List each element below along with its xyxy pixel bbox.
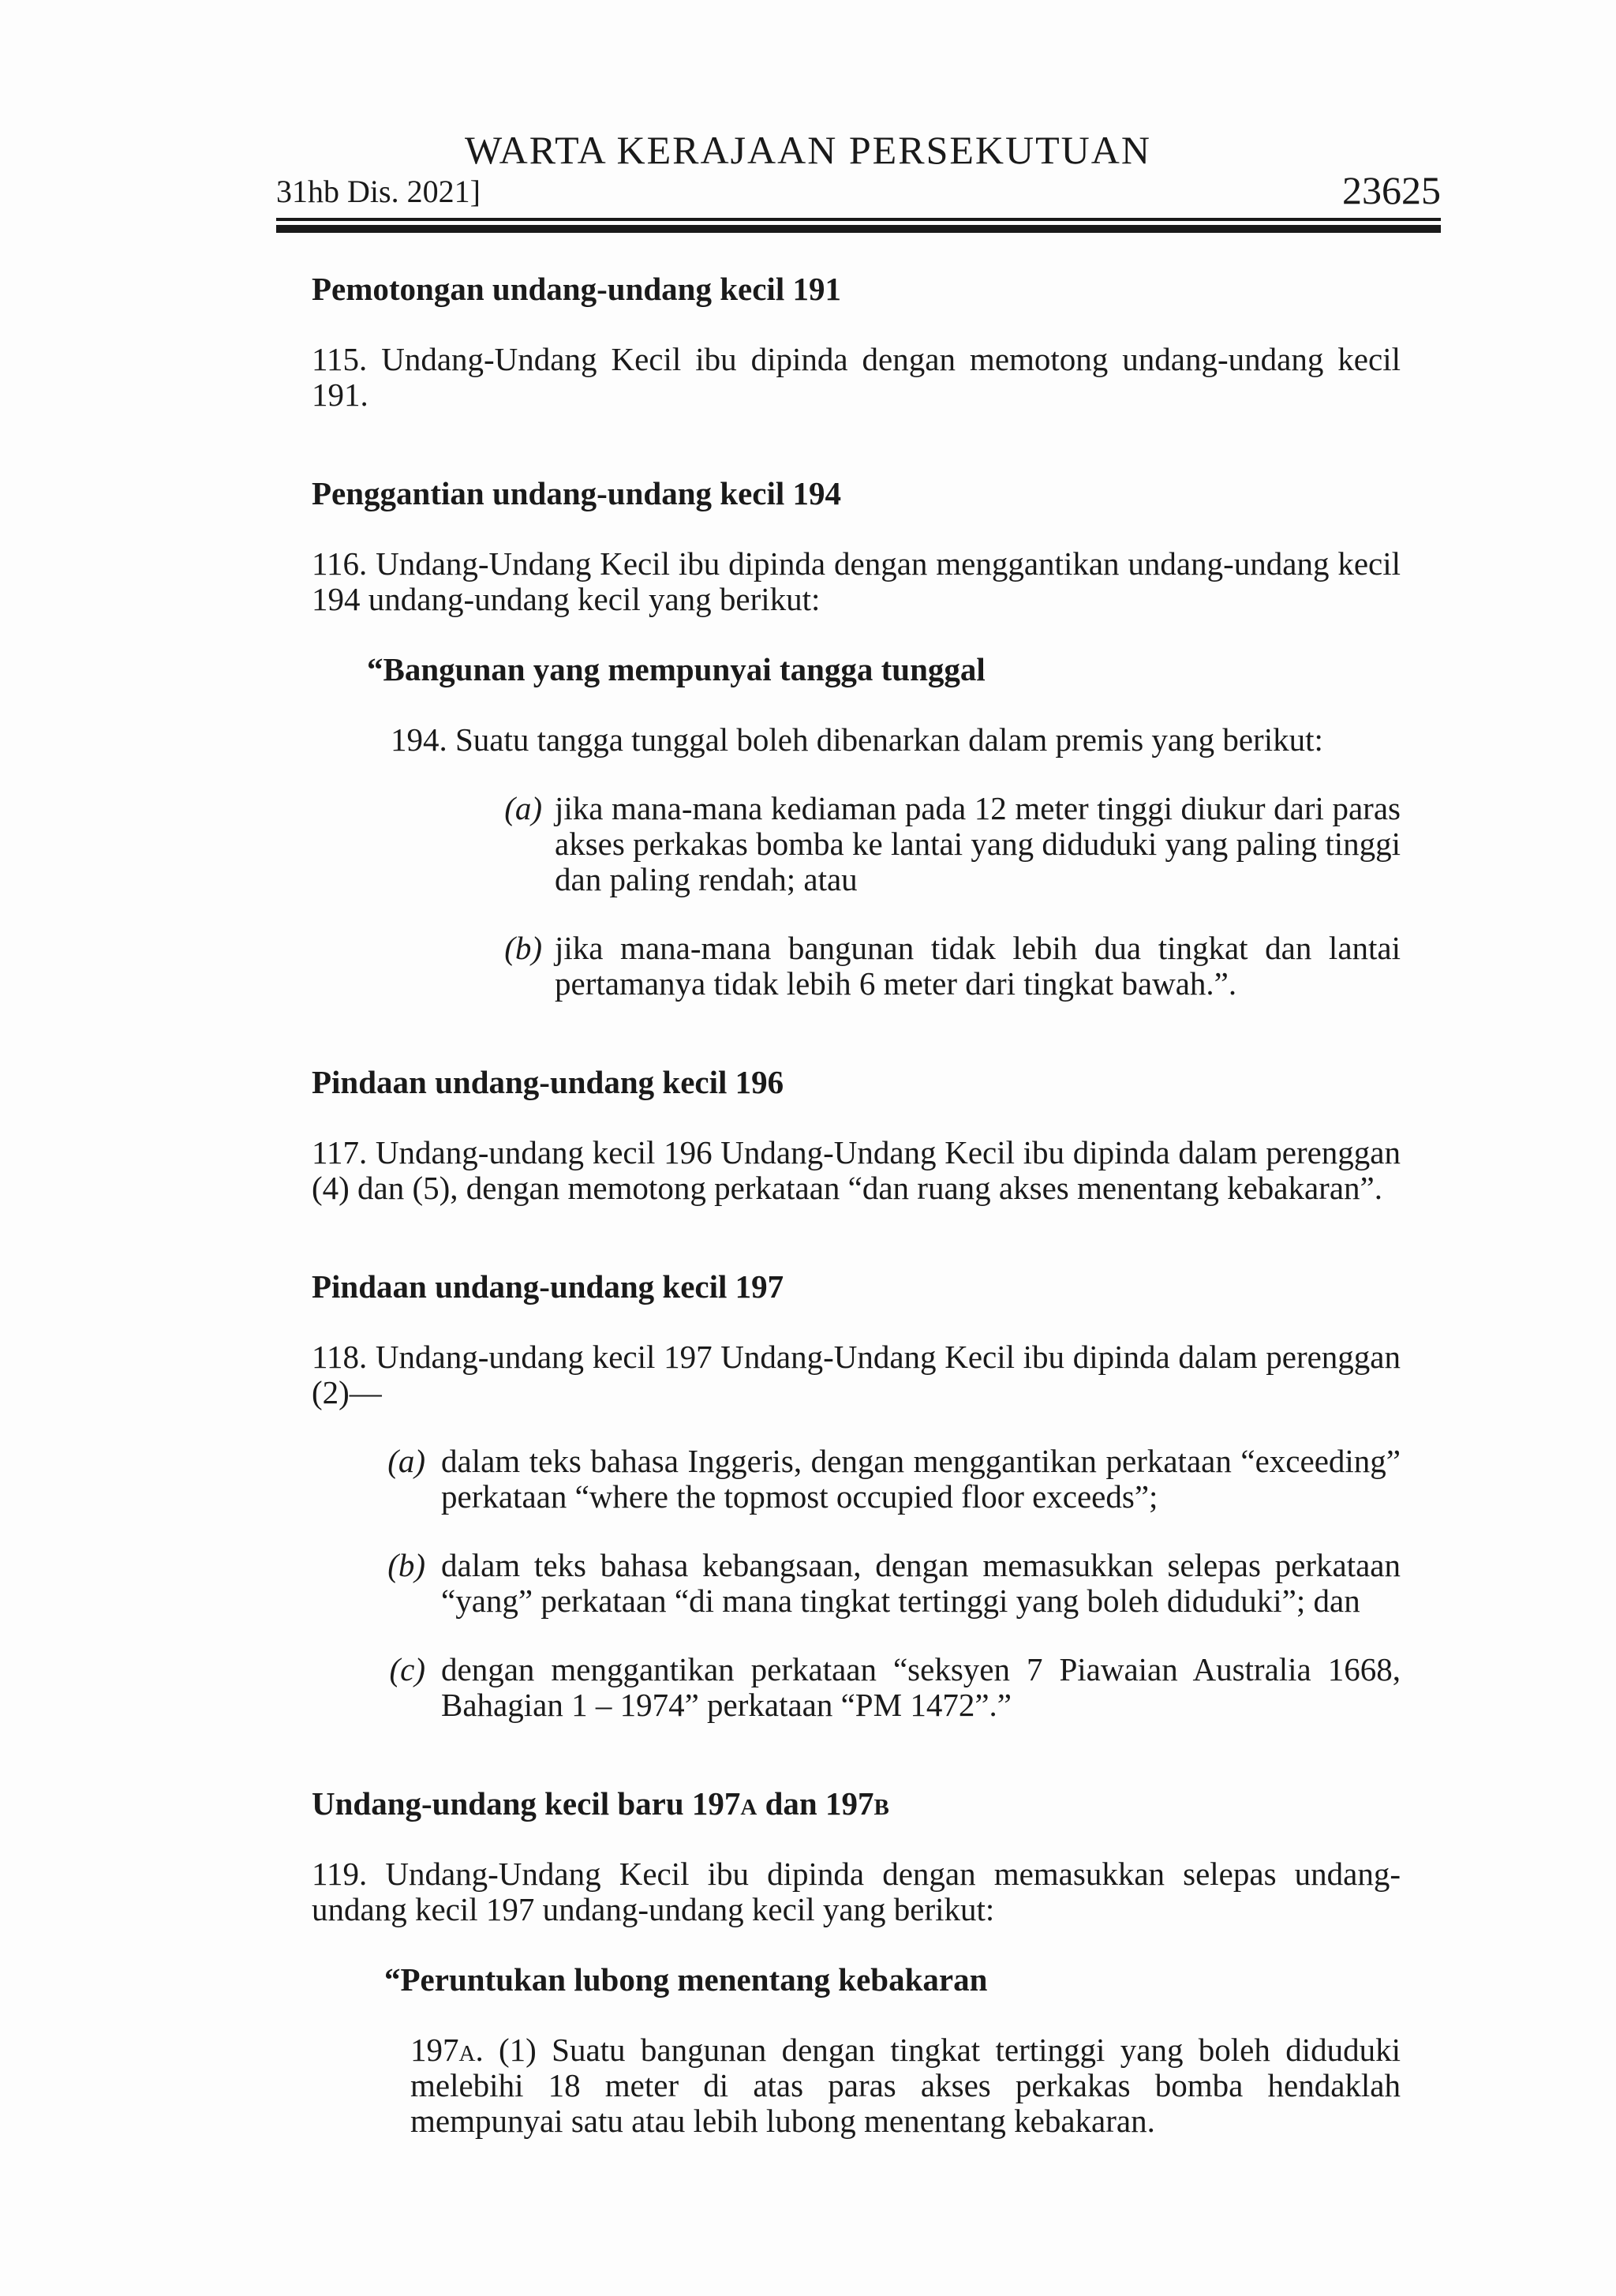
page-number: 23625 <box>1342 168 1441 212</box>
bylaw-194-heading: “Bangunan yang mempunyai tangga tunggal <box>367 651 986 687</box>
section-118-items <box>384 1444 1401 1723</box>
header-rule-thick <box>276 225 1441 233</box>
item-label: (a) <box>504 790 542 826</box>
item-label: (b) <box>387 1547 425 1583</box>
section-119-text: 119. Undang-Undang Kecil ibu dipinda dengan memasukkan selepas undang-undang kecil 197 undang-undang kecil yang berikut: <box>312 1856 1401 1927</box>
gazette-date: 31hb Dis. 2021] <box>276 174 481 209</box>
item-text: dengan menggantikan perkataan “seksyen 7 Piawaian Australia 1668, Bahagian 1 – 1974” perkataan “PM 1472”.” <box>441 1651 1401 1723</box>
item-text: jika mana-mana bangunan tidak lebih dua tingkat dan lantai pertamanya tidak lebih 6 meter dari tingkat bawah.”. <box>555 930 1401 1002</box>
bylaw-197a-heading: “Peruntukan lubong menentang kebakaran <box>384 1961 988 1998</box>
heading-suffix-b: b <box>873 1785 889 1822</box>
section-117-heading: Pindaan undang-undang kecil 196 <box>312 1064 784 1100</box>
item-label: (b) <box>504 930 542 966</box>
list-item <box>485 791 1401 897</box>
list-item <box>384 1652 1401 1723</box>
section-117-text: 117. Undang-undang kecil 196 Undang-Undang Kecil ibu dipinda dalam perenggan (4) dan (5), dengan memotong perkataan “dan ruang akses menentang kebakaran”. <box>312 1134 1401 1206</box>
bylaw-number-suffix: a <box>458 2032 476 2068</box>
list-item <box>384 1444 1401 1515</box>
section-118-text: 118. Undang-undang kecil 197 Undang-Undang Kecil ibu dipinda dalam perenggan (2)— <box>312 1339 1401 1410</box>
heading-suffix-a: a <box>740 1785 758 1822</box>
bylaw-194-text: 194. Suatu tangga tunggal boleh dibenarkan dalam premis yang berikut: <box>391 721 1323 758</box>
section-118-heading: Pindaan undang-undang kecil 197 <box>312 1268 784 1305</box>
item-text: jika mana-mana kediaman pada 12 meter tinggi diukur dari paras akses perkakas bomba ke lantai yang diduduki yang paling tinggi dan paling rendah; atau <box>555 790 1401 897</box>
list-item <box>485 931 1401 1002</box>
item-text: dalam teks bahasa Inggeris, dengan menggantikan perkataan “exceeding” perkataan “where the topmost occupied floor exceeds”; <box>441 1443 1401 1515</box>
bylaw-197a-text <box>410 2032 1401 2139</box>
section-115-text: 115. Undang-Undang Kecil ibu dipinda dengan memotong undang-undang kecil 191. <box>312 341 1401 413</box>
item-label: (a) <box>387 1443 425 1479</box>
bylaw-number: 197 <box>410 2032 459 2068</box>
list-item <box>384 1548 1401 1619</box>
section-116-heading: Penggantian undang-undang kecil 194 <box>312 475 841 511</box>
section-115-heading: Pemotongan undang-undang kecil 191 <box>312 271 841 307</box>
item-text: dalam teks bahasa kebangsaan, dengan memasukkan selepas perkataan “yang” perkataan “di mana tingkat tertinggi yang boleh diduduki”; dan <box>441 1547 1401 1619</box>
section-116-text: 116. Undang-Undang Kecil ibu dipinda dengan menggantikan undang-undang kecil 194 undang-undang kecil yang berikut: <box>312 545 1401 617</box>
section-119-heading <box>312 1786 1401 1822</box>
header-rule-thin <box>276 218 1441 221</box>
item-label: (c) <box>389 1651 425 1687</box>
heading-text: Undang-undang kecil baru 197 <box>312 1785 741 1822</box>
bylaw-text: . (1) Suatu bangunan dengan tingkat tertinggi yang boleh diduduki melebihi 18 meter di atas paras akses perkakas bomba hendaklah mempunyai satu atau lebih lubong menentang kebakaran. <box>410 2032 1401 2139</box>
bylaw-194-items <box>485 791 1401 1002</box>
document-body <box>312 272 1401 2139</box>
heading-text-mid: dan 197 <box>757 1785 874 1822</box>
gazette-title: WARTA KERAJAAN PERSEKUTUAN <box>464 128 1152 172</box>
